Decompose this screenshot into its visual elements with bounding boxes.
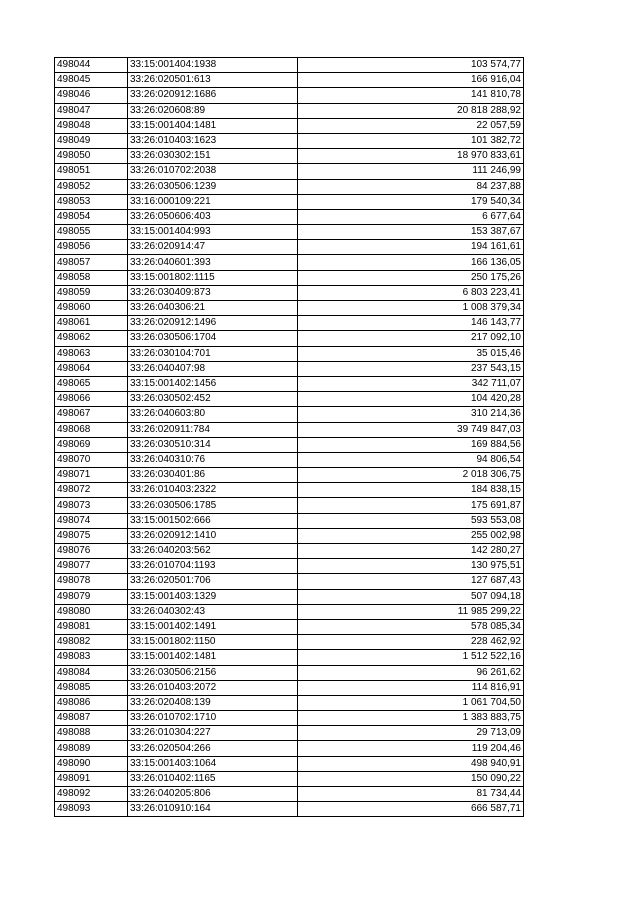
value-cell: 6 803 223,41: [298, 285, 524, 300]
table-row: [55, 270, 524, 285]
value-cell: 237 543,15: [298, 361, 524, 376]
table-row: [55, 468, 524, 483]
table-row: [55, 665, 524, 680]
value-cell: 169 884,56: [298, 437, 524, 452]
row-id-cell: 498078: [55, 574, 128, 589]
table-row: [55, 787, 524, 802]
table-row: [55, 194, 524, 209]
row-id-cell: 498046: [55, 88, 128, 103]
cadastral-number-cell: 33:26:040310:76: [128, 452, 298, 467]
value-cell: 111 246,99: [298, 164, 524, 179]
cadastral-number-cell: 33:26:050606:403: [128, 209, 298, 224]
row-id-cell: 498074: [55, 513, 128, 528]
row-id-cell: 498090: [55, 756, 128, 771]
value-cell: 1 512 522,16: [298, 650, 524, 665]
cadastral-number-cell: 33:26:020912:1686: [128, 88, 298, 103]
row-id-cell: 498060: [55, 301, 128, 316]
cadastral-number-cell: 33:26:030502:452: [128, 392, 298, 407]
cadastral-number-cell: 33:26:020504:266: [128, 741, 298, 756]
row-id-cell: 498093: [55, 802, 128, 817]
table-row: [55, 589, 524, 604]
cadastral-number-cell: 33:15:001404:1481: [128, 118, 298, 133]
table-row: [55, 635, 524, 650]
value-cell: 22 057,59: [298, 118, 524, 133]
row-id-cell: 498082: [55, 635, 128, 650]
row-id-cell: 498076: [55, 544, 128, 559]
table-row: [55, 695, 524, 710]
value-cell: 153 387,67: [298, 225, 524, 240]
table-row: [55, 255, 524, 270]
value-cell: 94 806,54: [298, 452, 524, 467]
value-cell: 20 818 288,92: [298, 103, 524, 118]
table-row: [55, 392, 524, 407]
cadastral-number-cell: 33:26:020911:784: [128, 422, 298, 437]
cadastral-number-cell: 33:15:001404:993: [128, 225, 298, 240]
cadastral-number-cell: 33:26:020501:706: [128, 574, 298, 589]
row-id-cell: 498044: [55, 58, 128, 73]
table-row: [55, 452, 524, 467]
cadastral-number-cell: 33:15:001402:1491: [128, 619, 298, 634]
row-id-cell: 498054: [55, 209, 128, 224]
table-row: [55, 650, 524, 665]
value-cell: 11 985 299,22: [298, 604, 524, 619]
table-row: [55, 771, 524, 786]
value-cell: 255 002,98: [298, 528, 524, 543]
value-cell: 1 008 379,34: [298, 301, 524, 316]
value-cell: 179 540,34: [298, 194, 524, 209]
value-cell: 2 018 306,75: [298, 468, 524, 483]
cadastral-number-cell: 33:26:030409:873: [128, 285, 298, 300]
cadastral-number-cell: 33:26:030104:701: [128, 346, 298, 361]
table-row: [55, 802, 524, 817]
value-cell: 498 940,91: [298, 756, 524, 771]
row-id-cell: 498088: [55, 726, 128, 741]
value-cell: 96 261,62: [298, 665, 524, 680]
row-id-cell: 498077: [55, 559, 128, 574]
row-id-cell: 498058: [55, 270, 128, 285]
value-cell: 119 204,46: [298, 741, 524, 756]
row-id-cell: 498050: [55, 149, 128, 164]
table-row: [55, 559, 524, 574]
table-row: [55, 331, 524, 346]
table-row: [55, 73, 524, 88]
cadastral-number-cell: 33:26:020408:139: [128, 695, 298, 710]
cadastral-number-cell: 33:26:040203:562: [128, 544, 298, 559]
table-row: [55, 103, 524, 118]
row-id-cell: 498063: [55, 346, 128, 361]
value-cell: 39 749 847,03: [298, 422, 524, 437]
table-row: [55, 118, 524, 133]
value-cell: 103 574,77: [298, 58, 524, 73]
row-id-cell: 498064: [55, 361, 128, 376]
cadastral-number-cell: 33:26:040205:806: [128, 787, 298, 802]
cadastral-number-cell: 33:26:010704:1193: [128, 559, 298, 574]
row-id-cell: 498059: [55, 285, 128, 300]
value-cell: 342 711,07: [298, 376, 524, 391]
table-body: [55, 58, 524, 817]
value-cell: 228 462,92: [298, 635, 524, 650]
cadastral-number-cell: 33:26:040306:21: [128, 301, 298, 316]
row-id-cell: 498089: [55, 741, 128, 756]
cadastral-number-cell: 33:26:040302:43: [128, 604, 298, 619]
table-row: [55, 285, 524, 300]
value-cell: 130 975,51: [298, 559, 524, 574]
table-row: [55, 361, 524, 376]
cadastral-number-cell: 33:26:040601:393: [128, 255, 298, 270]
value-cell: 81 734,44: [298, 787, 524, 802]
table-row: [55, 346, 524, 361]
row-id-cell: 498080: [55, 604, 128, 619]
row-id-cell: 498053: [55, 194, 128, 209]
row-id-cell: 498068: [55, 422, 128, 437]
cadastral-number-cell: 33:26:010402:1165: [128, 771, 298, 786]
cadastral-number-cell: 33:26:020608:89: [128, 103, 298, 118]
value-cell: 1 383 883,75: [298, 711, 524, 726]
value-cell: 593 553,08: [298, 513, 524, 528]
cadastral-number-cell: 33:26:010403:2072: [128, 680, 298, 695]
row-id-cell: 498079: [55, 589, 128, 604]
row-id-cell: 498066: [55, 392, 128, 407]
value-cell: 141 810,78: [298, 88, 524, 103]
row-id-cell: 498087: [55, 711, 128, 726]
table-row: [55, 88, 524, 103]
cadastral-number-cell: 33:15:001402:1456: [128, 376, 298, 391]
cadastral-number-cell: 33:26:030302:151: [128, 149, 298, 164]
value-cell: 29 713,09: [298, 726, 524, 741]
row-id-cell: 498086: [55, 695, 128, 710]
row-id-cell: 498049: [55, 133, 128, 148]
cadastral-number-cell: 33:26:020912:1410: [128, 528, 298, 543]
table-row: [55, 619, 524, 634]
value-cell: 6 677,64: [298, 209, 524, 224]
row-id-cell: 498047: [55, 103, 128, 118]
row-id-cell: 498051: [55, 164, 128, 179]
cadastral-number-cell: 33:26:010702:2038: [128, 164, 298, 179]
table-row: [55, 741, 524, 756]
row-id-cell: 498062: [55, 331, 128, 346]
cadastral-number-cell: 33:15:001802:1115: [128, 270, 298, 285]
cadastral-number-cell: 33:15:001403:1064: [128, 756, 298, 771]
row-id-cell: 498045: [55, 73, 128, 88]
value-cell: 578 085,34: [298, 619, 524, 634]
value-cell: 142 280,27: [298, 544, 524, 559]
table-row: [55, 437, 524, 452]
cadastral-number-cell: 33:26:010910:164: [128, 802, 298, 817]
row-id-cell: 498073: [55, 498, 128, 513]
value-cell: 250 175,26: [298, 270, 524, 285]
cadastral-number-cell: 33:26:030401:86: [128, 468, 298, 483]
value-cell: 146 143,77: [298, 316, 524, 331]
table-row: [55, 225, 524, 240]
value-cell: 18 970 833,61: [298, 149, 524, 164]
cadastral-value-table: [54, 57, 524, 817]
value-cell: 114 816,91: [298, 680, 524, 695]
row-id-cell: 498081: [55, 619, 128, 634]
value-cell: 35 015,46: [298, 346, 524, 361]
cadastral-number-cell: 33:26:010702:1710: [128, 711, 298, 726]
table-row: [55, 513, 524, 528]
value-cell: 127 687,43: [298, 574, 524, 589]
table-row: [55, 726, 524, 741]
row-id-cell: 498075: [55, 528, 128, 543]
value-cell: 666 587,71: [298, 802, 524, 817]
row-id-cell: 498069: [55, 437, 128, 452]
cadastral-number-cell: 33:15:001502:666: [128, 513, 298, 528]
table-row: [55, 528, 524, 543]
row-id-cell: 498052: [55, 179, 128, 194]
row-id-cell: 498085: [55, 680, 128, 695]
table-row: [55, 711, 524, 726]
row-id-cell: 498092: [55, 787, 128, 802]
table-row: [55, 209, 524, 224]
table-row: [55, 149, 524, 164]
table-row: [55, 164, 524, 179]
value-cell: 166 136,05: [298, 255, 524, 270]
table-row: [55, 604, 524, 619]
value-cell: 104 420,28: [298, 392, 524, 407]
cadastral-number-cell: 33:26:010403:1623: [128, 133, 298, 148]
value-cell: 150 090,22: [298, 771, 524, 786]
row-id-cell: 498048: [55, 118, 128, 133]
value-cell: 84 237,88: [298, 179, 524, 194]
cadastral-number-cell: 33:15:001402:1481: [128, 650, 298, 665]
table-row: [55, 376, 524, 391]
table-row: [55, 483, 524, 498]
row-id-cell: 498061: [55, 316, 128, 331]
cadastral-number-cell: 33:15:001802:1150: [128, 635, 298, 650]
cadastral-number-cell: 33:15:001403:1329: [128, 589, 298, 604]
value-cell: 217 092,10: [298, 331, 524, 346]
row-id-cell: 498071: [55, 468, 128, 483]
table-row: [55, 498, 524, 513]
cadastral-number-cell: 33:26:020912:1496: [128, 316, 298, 331]
table-row: [55, 240, 524, 255]
table-row: [55, 133, 524, 148]
cadastral-number-cell: 33:26:040407:98: [128, 361, 298, 376]
row-id-cell: 498072: [55, 483, 128, 498]
row-id-cell: 498055: [55, 225, 128, 240]
table-row: [55, 301, 524, 316]
cadastral-number-cell: 33:26:010403:2322: [128, 483, 298, 498]
cadastral-number-cell: 33:15:001404:1938: [128, 58, 298, 73]
value-cell: 1 061 704,50: [298, 695, 524, 710]
cadastral-number-cell: 33:16:000109:221: [128, 194, 298, 209]
spreadsheet-page: [54, 57, 524, 817]
row-id-cell: 498084: [55, 665, 128, 680]
table-row: [55, 756, 524, 771]
table-row: [55, 316, 524, 331]
cadastral-number-cell: 33:26:030506:1704: [128, 331, 298, 346]
value-cell: 101 382,72: [298, 133, 524, 148]
row-id-cell: 498083: [55, 650, 128, 665]
cadastral-number-cell: 33:26:030510:314: [128, 437, 298, 452]
cadastral-number-cell: 33:26:030506:2156: [128, 665, 298, 680]
cadastral-number-cell: 33:26:040603:80: [128, 407, 298, 422]
cadastral-number-cell: 33:26:030506:1785: [128, 498, 298, 513]
value-cell: 166 916,04: [298, 73, 524, 88]
value-cell: 184 838,15: [298, 483, 524, 498]
table-row: [55, 179, 524, 194]
table-row: [55, 407, 524, 422]
row-id-cell: 498065: [55, 376, 128, 391]
row-id-cell: 498056: [55, 240, 128, 255]
row-id-cell: 498067: [55, 407, 128, 422]
value-cell: 175 691,87: [298, 498, 524, 513]
table-row: [55, 574, 524, 589]
row-id-cell: 498070: [55, 452, 128, 467]
row-id-cell: 498091: [55, 771, 128, 786]
cadastral-number-cell: 33:26:020914:47: [128, 240, 298, 255]
cadastral-number-cell: 33:26:010304:227: [128, 726, 298, 741]
value-cell: 194 161,61: [298, 240, 524, 255]
table-row: [55, 422, 524, 437]
table-row: [55, 544, 524, 559]
table-row: [55, 680, 524, 695]
value-cell: 310 214,36: [298, 407, 524, 422]
cadastral-number-cell: 33:26:030506:1239: [128, 179, 298, 194]
cadastral-number-cell: 33:26:020501:613: [128, 73, 298, 88]
row-id-cell: 498057: [55, 255, 128, 270]
value-cell: 507 094,18: [298, 589, 524, 604]
table-row: [55, 58, 524, 73]
